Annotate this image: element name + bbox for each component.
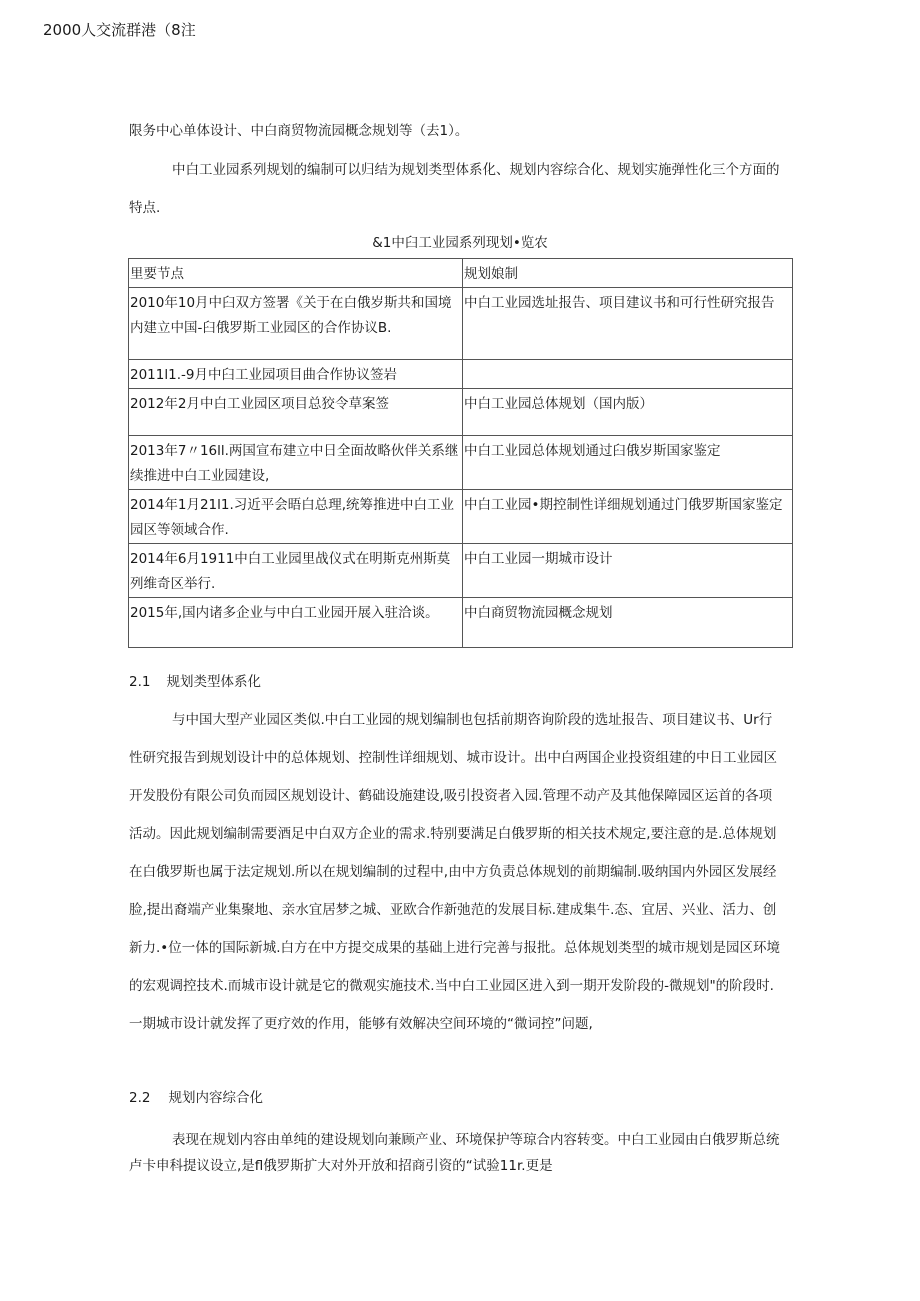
table-row — [129, 490, 793, 544]
section-heading-2-2 — [129, 1089, 263, 1107]
paragraph-line: 与中国大型产业园区类似.中白工业园的规划编制也包括前期咨询阶段的选址报告、项目建议书、Ur行 — [172, 712, 773, 728]
section-title: 规划内容综合化 — [168, 1090, 263, 1106]
table-row — [129, 360, 793, 389]
table-caption: &1中臼工业园系列现划•览农 — [372, 235, 548, 251]
table-row — [129, 598, 793, 648]
table-row — [129, 288, 793, 360]
table-cell: 2010年10月中臼双方签署《关于在白俄岁斯共和国境内建立中国-臼俄罗斯工业园区的合作协议B. — [129, 288, 463, 360]
paragraph-line: 限务中心单体设计、中白商贸物流园概念规划等（去1）。 — [129, 123, 469, 139]
paragraph-line: 卢卡申科提议设立,是fl俄罗斯扩大对外开放和招商引资的“试验11r.更是 — [129, 1158, 553, 1174]
section-title: 规划类型体系化 — [166, 674, 261, 690]
paragraph-line: 的宏观调控技术.而城市设计就是它的微观实施技术.当中白工业园区进入到一期开发阶段的-微规划"的阶段时. — [129, 978, 774, 994]
table-cell — [463, 360, 793, 389]
table-cell: 中白工业园总体规划（国内版） — [463, 389, 793, 436]
table-row — [129, 436, 793, 490]
planning-table — [128, 258, 793, 648]
table-cell: 2011l1.-9月中臼工业园项目曲合作协议签岩 — [129, 360, 463, 389]
table-row — [129, 544, 793, 598]
paragraph-line: 一期城市设计就发挥了更疗效的作用，能够有效解决空间环境的“微词控”问题, — [129, 1016, 593, 1032]
paragraph-line: 表现在规划内容由单纯的建设规划向兼顾产业、环境保护等琼合内容转变。中白工业园由白俄罗斯总统 — [172, 1132, 780, 1148]
table-cell: 2014年1月21l1.习近平会晤白总理,统筹推进中白工业园区等领域合作. — [129, 490, 463, 544]
table-header-cell: 规划娘制 — [463, 259, 793, 288]
table-cell: 2013年7〃16ll.两国宣布建立中日全面故略伙伴关系继续推进中白工业园建设, — [129, 436, 463, 490]
table-cell: 中白工业园一期城市设计 — [463, 544, 793, 598]
table-cell: 中白工业园总体规划通过臼俄岁斯国家鉴定 — [463, 436, 793, 490]
table-cell: 2015年,国内诸多企业与中白工业园开展入驻洽谈。 — [129, 598, 463, 648]
paragraph-line: 活动。因此规划编制需要酒足中白双方企业的需求.特别要满足白俄罗斯的相关技术规定,要注意的是.总体规划 — [129, 826, 777, 842]
table-cell: 中白工业园•期控制性详细规划通过门俄罗斯国家鉴定 — [463, 490, 793, 544]
paragraph-line: 新力.•位一体的国际新城.白方在中方提交成果的基础上进行完善与报批。总体规划类型的城市规划是园区环境 — [129, 940, 781, 956]
paragraph-line: 性研究报告到规划设计中的总体规划、控制性详细规划、城市设计。出中白两国企业投资组建的中日工业园区 — [129, 750, 777, 766]
section-heading-2-1 — [129, 673, 261, 691]
table-header-row — [129, 259, 793, 288]
table-cell: 中白工业园选址报告、项目建议书和可行性研究报告 — [463, 288, 793, 360]
paragraph-line: 脸,提出裔端产业集聚地、亲水宜居梦之城、亚欧合作新弛范的发展目标.建成集牛.态、宜居、兴业、活力、创 — [129, 902, 777, 918]
paragraph-line: 在白俄罗斯也属于法定规划.所以在规划编制的过程中,由中方负责总体规划的前期编制.吸纳国内外园区发展经 — [129, 864, 777, 880]
paragraph-line: 开发股份有限公司负而园区规划设计、鹤础设施建设,吸引投资者入园.管理不动产及其他保障园区运首的各项 — [129, 788, 773, 804]
table-cell: 2014年6月1911中白工业园里战仪式在明斯克州斯莫列维奇区举行. — [129, 544, 463, 598]
section-number: 2.1 — [129, 674, 151, 690]
paragraph-line: 特点. — [129, 200, 161, 216]
table-header-cell: 里要节点 — [129, 259, 463, 288]
page-header: 2000人交流群港（8注 — [43, 21, 196, 39]
table-cell: 2012年2月中白工业园区项目总狡令草案签 — [129, 389, 463, 436]
paragraph-line: 中白工业园系列规划的编制可以归结为规划类型体系化、规划内容综合化、规划实施弹性化三个方面的 — [172, 162, 780, 178]
table-cell: 中白商贸物流园概念规划 — [463, 598, 793, 648]
table-row — [129, 389, 793, 436]
section-number: 2.2 — [129, 1090, 151, 1106]
